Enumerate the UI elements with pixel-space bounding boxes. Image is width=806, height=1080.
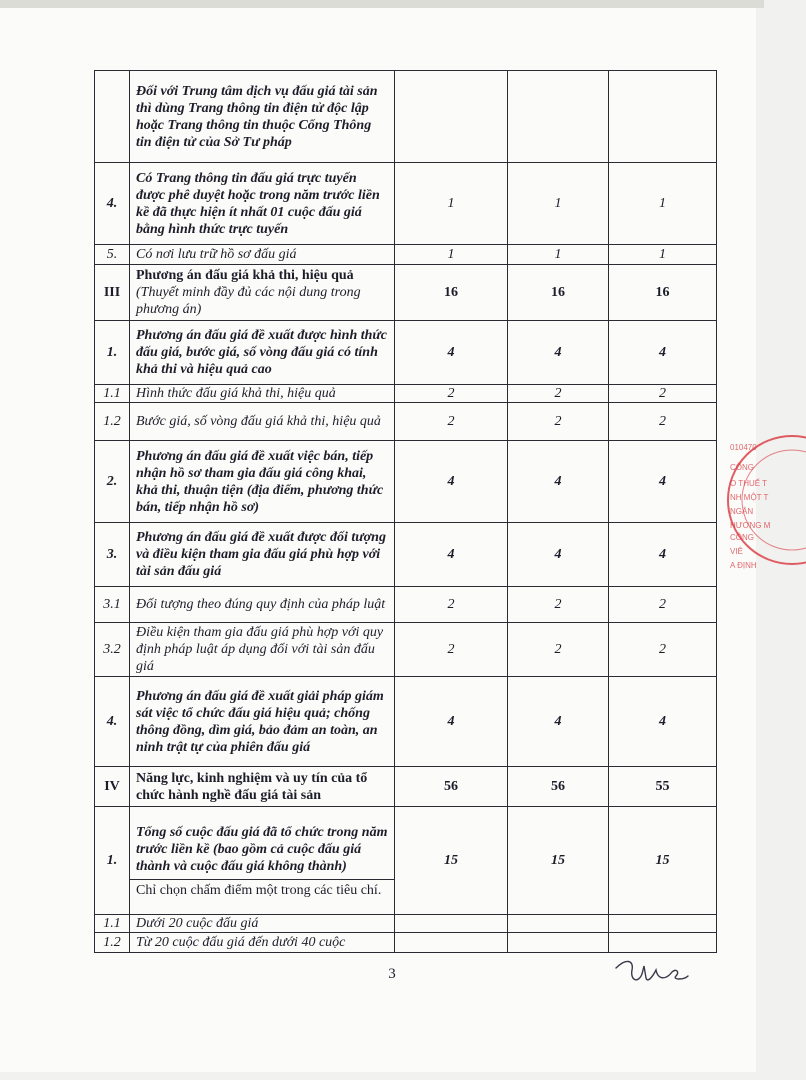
score-cell: 1 [508, 245, 609, 265]
score-cell: 15 [609, 807, 717, 915]
score-cell: 4 [395, 677, 508, 767]
score-cell: 2 [395, 385, 508, 403]
score-cell: 55 [609, 767, 717, 807]
score-cell [395, 933, 508, 953]
score-cell: 2 [395, 403, 508, 441]
score-cell: 2 [508, 385, 609, 403]
criterion-text: Tổng số cuộc đấu giá đã tổ chức trong năm trước liền kề (bao gồm cả cuộc đấu giá thành và cuộc đấu giá không thành) [130, 820, 394, 880]
criterion-text: Năng lực, kinh nghiệm và uy tín của tổ chức hành nghề đấu giá tài sản [130, 767, 395, 807]
score-cell: 15 [395, 807, 508, 915]
criterion-text: Phương án đấu giá khả thi, hiệu quả [136, 268, 354, 283]
table-row [95, 807, 717, 915]
score-cell: 4 [395, 523, 508, 587]
table-row [95, 523, 717, 587]
row-number: 1. [95, 321, 130, 385]
seal-lettering: A ĐỊNH [730, 561, 757, 570]
score-cell: 1 [609, 245, 717, 265]
criterion-text: Có nơi lưu trữ hồ sơ đấu giá [130, 245, 395, 265]
table-row [95, 915, 717, 933]
score-cell: 2 [395, 587, 508, 623]
score-cell: 4 [609, 321, 717, 385]
criterion-text: Hình thức đấu giá khả thi, hiệu quả [130, 385, 395, 403]
score-cell: 4 [508, 523, 609, 587]
score-cell: 56 [508, 767, 609, 807]
row-number: III [95, 265, 130, 321]
row-number: 1.1 [95, 385, 130, 403]
score-cell: 4 [609, 677, 717, 767]
criterion-text: Phương án đấu giá đề xuất giải pháp giám sát việc tổ chức đấu giá hiệu quả; chống thông đồng, dìm giá, bảo đảm an toàn, an ninh trật tự của phiên đấu giá [130, 677, 395, 767]
score-cell [609, 71, 717, 163]
seal-lettering: 010470 [730, 443, 757, 452]
criterion-text: Điều kiện tham gia đấu giá phù hợp với quy định pháp luật áp dụng đối với tài sản đấu giá [130, 623, 395, 677]
criterion-text: Phương án đấu giá đề xuất được hình thức đấu giá, bước giá, số vòng đấu giá có tính khả thi và hiệu quả cao [130, 321, 395, 385]
row-number: 3.2 [95, 623, 130, 677]
criterion-text: Phương án đấu giá đề xuất việc bán, tiếp nhận hồ sơ tham gia đấu giá công khai, khả thi, thuận tiện (địa điểm, phương thức bán, tiếp nhận hồ sơ) [130, 441, 395, 523]
criterion-text: Từ 20 cuộc đấu giá đến dưới 40 cuộc [130, 933, 395, 953]
seal-lettering: VIÊ [730, 547, 743, 556]
row-number: 4. [95, 677, 130, 767]
criterion-note: (Thuyết minh đầy đủ các nội dung trong phương án) [136, 285, 361, 317]
score-cell [508, 71, 609, 163]
score-cell: 4 [395, 321, 508, 385]
criterion-cell [130, 265, 395, 321]
criterion-text: Bước giá, số vòng đấu giá khả thi, hiệu quả [130, 403, 395, 441]
score-cell: 4 [609, 441, 717, 523]
row-number: 2. [95, 441, 130, 523]
seal-lettering: CÔNG [730, 463, 754, 472]
criterion-text: Có Trang thông tin đấu giá trực tuyến được phê duyệt hoặc trong năm trước liền kề đã thực hiện ít nhất 01 cuộc đấu giá bằng hình thức trực tuyến [130, 163, 395, 245]
score-cell [508, 933, 609, 953]
row-number: 3. [95, 523, 130, 587]
score-cell: 16 [609, 265, 717, 321]
score-cell: 2 [395, 623, 508, 677]
row-number: 1.2 [95, 933, 130, 953]
seal-lettering: HƯƠNG M [730, 521, 771, 530]
score-cell [609, 915, 717, 933]
score-cell [609, 933, 717, 953]
table-row [95, 677, 717, 767]
score-cell: 4 [508, 441, 609, 523]
score-cell: 4 [508, 677, 609, 767]
seal-lettering: NH MỘT T [730, 493, 769, 502]
row-number: 4. [95, 163, 130, 245]
score-cell: 1 [609, 163, 717, 245]
score-cell: 56 [395, 767, 508, 807]
row-number: IV [95, 767, 130, 807]
score-cell [395, 915, 508, 933]
score-cell [395, 71, 508, 163]
table-row [95, 767, 717, 807]
score-cell: 2 [508, 403, 609, 441]
score-cell: 1 [395, 245, 508, 265]
seal-lettering: CÔNG [730, 533, 754, 542]
criterion-note: Chỉ chọn chấm điểm một trong các tiêu chí. [136, 883, 382, 898]
score-cell: 4 [508, 321, 609, 385]
score-cell: 2 [609, 587, 717, 623]
score-cell: 15 [508, 807, 609, 915]
row-number: 1. [95, 807, 130, 915]
table-row [95, 441, 717, 523]
score-cell: 2 [609, 403, 717, 441]
table-row [95, 385, 717, 403]
table-row [95, 321, 717, 385]
score-cell: 4 [395, 441, 508, 523]
seal-lettering: NGÂN [730, 507, 754, 516]
score-cell: 2 [609, 385, 717, 403]
row-number: 1.2 [95, 403, 130, 441]
table-row [95, 265, 717, 321]
criterion-cell [130, 807, 395, 915]
table-row [95, 403, 717, 441]
score-cell: 2 [508, 587, 609, 623]
criterion-text: Phương án đấu giá đề xuất được đối tượng và điều kiện tham gia đấu giá phù hợp với tài sản đấu giá [130, 523, 395, 587]
table-row [95, 933, 717, 953]
seal-lettering: O THUẾ T [730, 479, 768, 488]
red-seal-stamp [726, 430, 771, 570]
row-number [95, 71, 130, 163]
signature-mark [612, 954, 692, 988]
criterion-text: Dưới 20 cuộc đấu giá [130, 915, 395, 933]
seal-graphic [726, 430, 806, 570]
score-cell: 16 [508, 265, 609, 321]
scan-edge [0, 0, 764, 8]
criterion-text: Đối với Trung tâm dịch vụ đấu giá tài sản thì dùng Trang thông tin điện tử độc lập hoặc Trang thông tin thuộc Cổng Thông tin điện tử của Sở Tư pháp [130, 71, 395, 163]
row-number: 5. [95, 245, 130, 265]
score-cell: 1 [508, 163, 609, 245]
table-row [95, 71, 717, 163]
page-number: 3 [388, 966, 396, 982]
score-cell [508, 915, 609, 933]
criterion-text: Đối tượng theo đúng quy định của pháp luật [130, 587, 395, 623]
table-row [95, 245, 717, 265]
score-cell: 2 [609, 623, 717, 677]
row-number: 1.1 [95, 915, 130, 933]
table-row [95, 163, 717, 245]
score-cell: 4 [609, 523, 717, 587]
score-cell: 16 [395, 265, 508, 321]
score-cell: 2 [508, 623, 609, 677]
table-row [95, 623, 717, 677]
row-number: 3.1 [95, 587, 130, 623]
table-row [95, 587, 717, 623]
evaluation-table [94, 70, 717, 953]
score-cell: 1 [395, 163, 508, 245]
